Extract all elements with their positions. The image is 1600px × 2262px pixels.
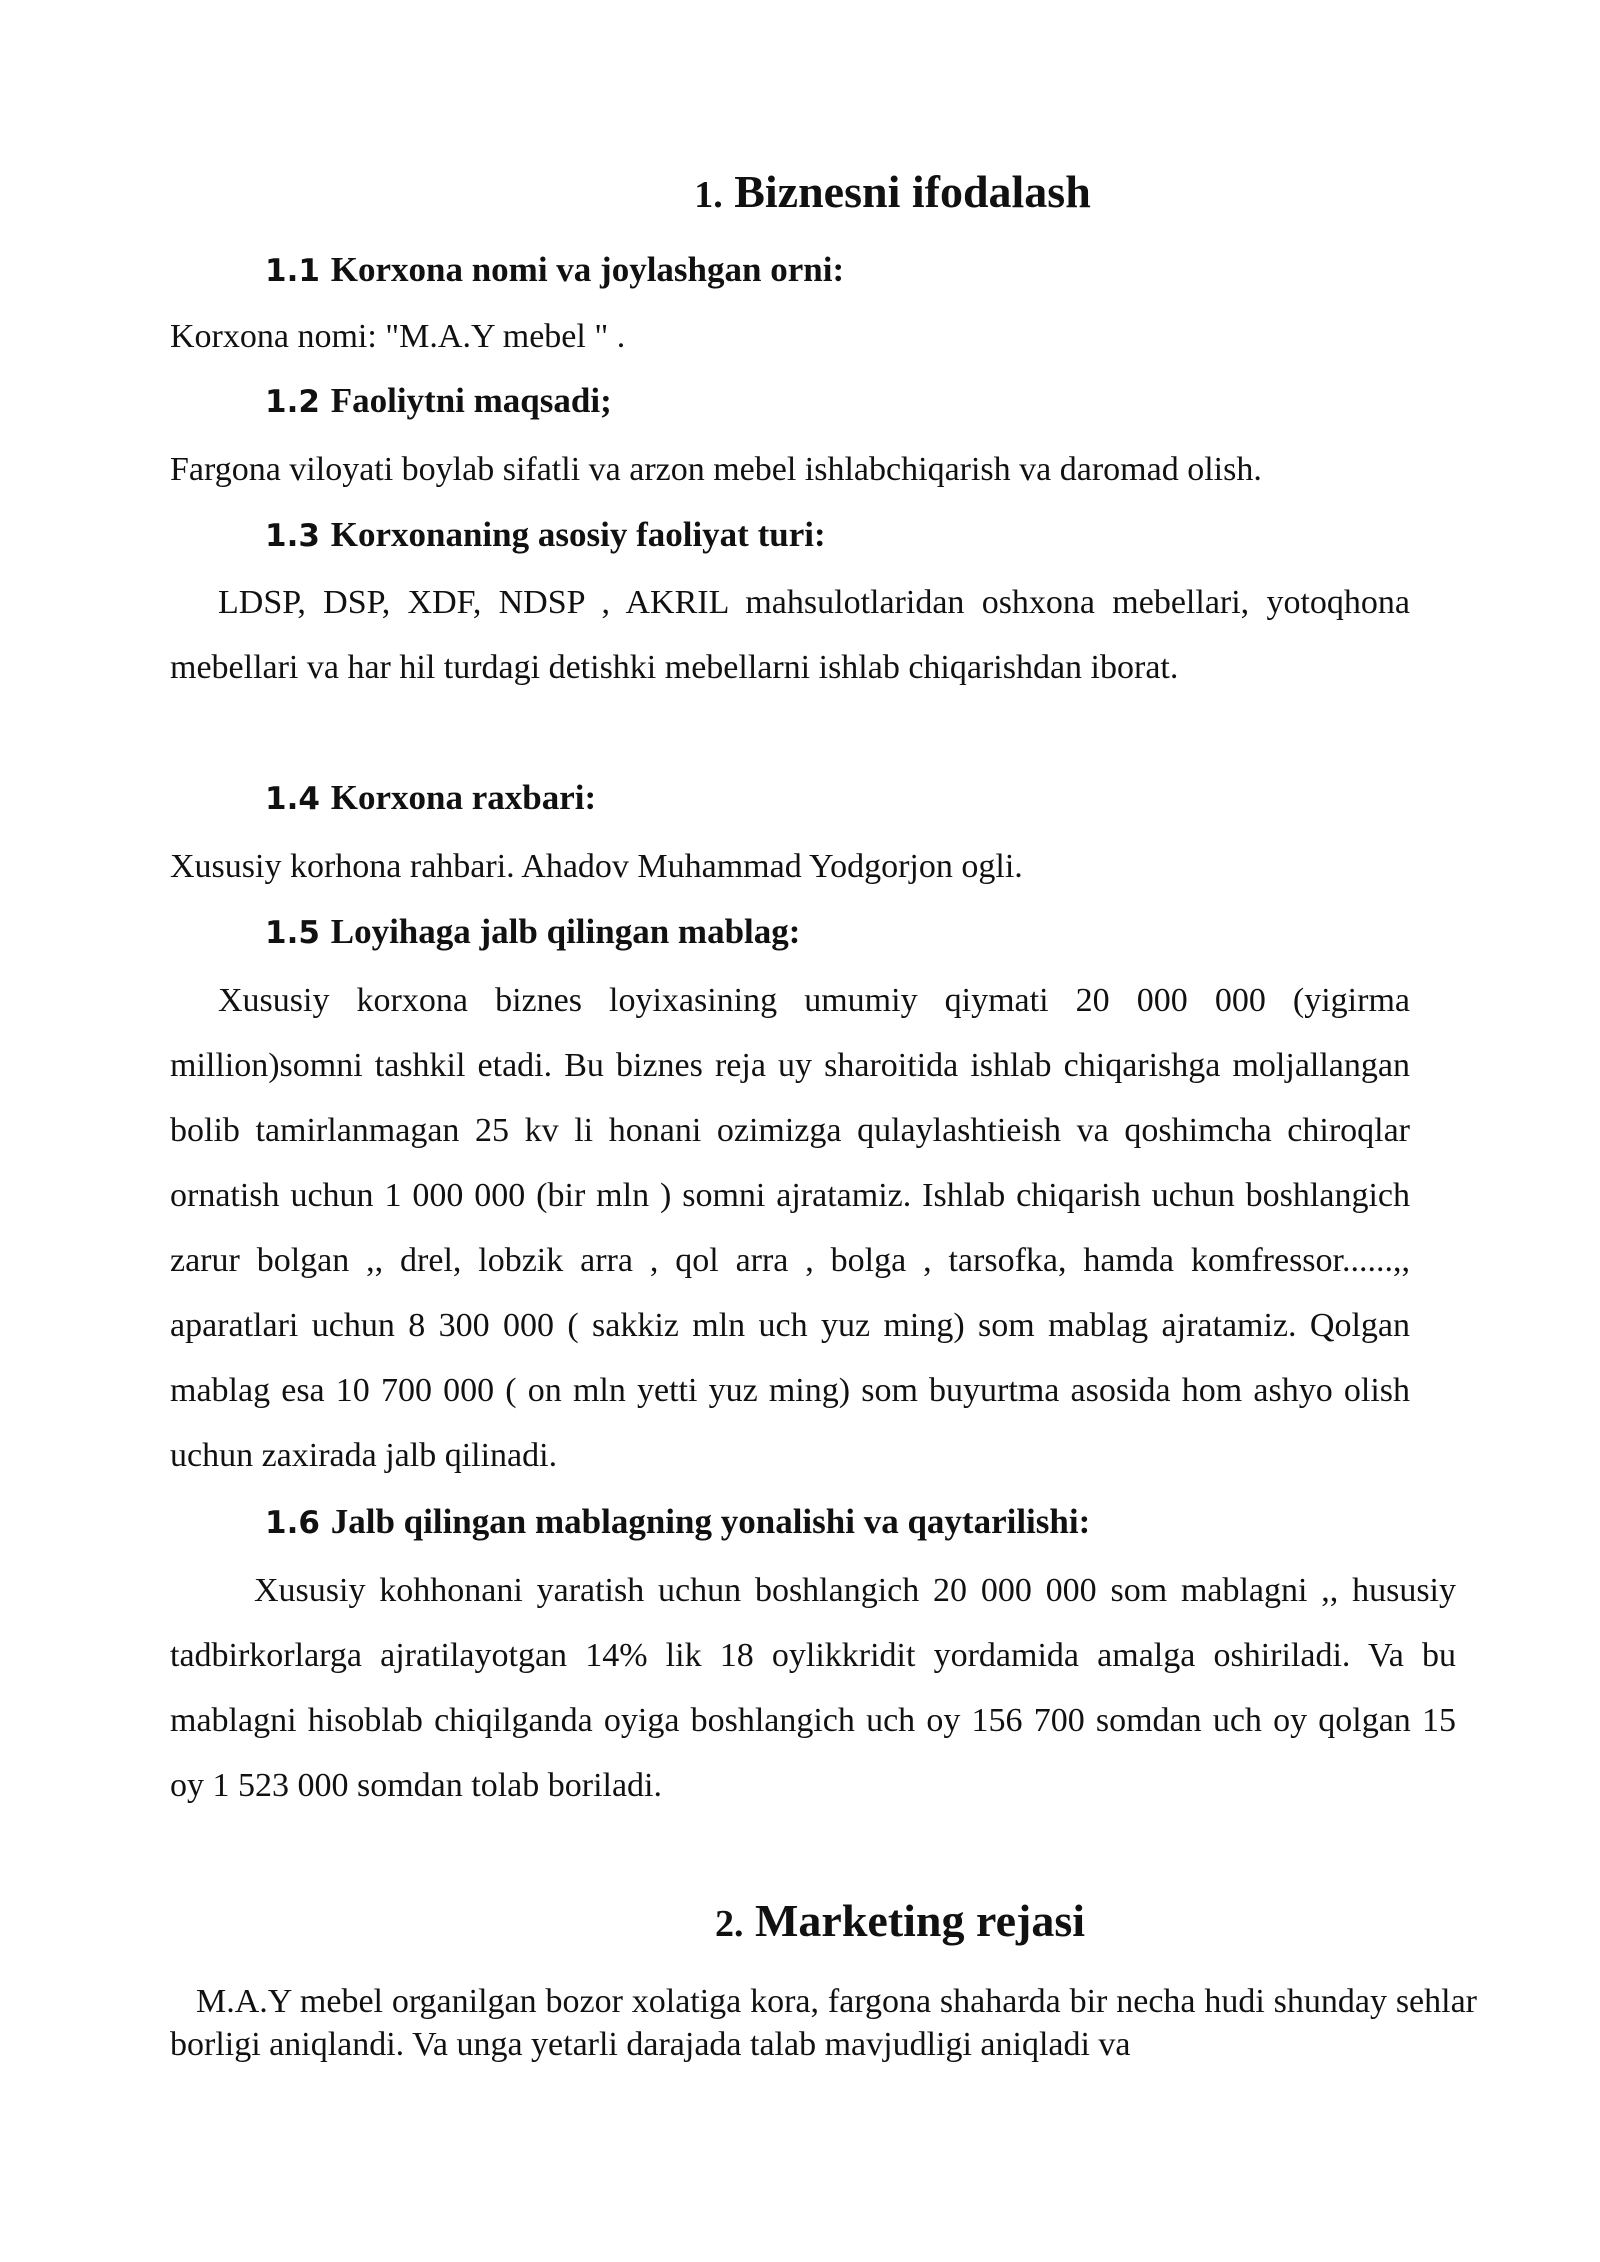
heading-1-3-number: 1.3 bbox=[265, 518, 320, 554]
paragraph-1-1: Korxona nomi: "M.A.Y mebel " . bbox=[170, 318, 626, 355]
paragraph-1-3: LDSP, DSP, XDF, NDSP , AKRIL mahsulotlaridan oshxona mebellari, yotoqhona mebellari va har hil turdagi detishki mebellarni ishlab chiqarishdan iborat. bbox=[170, 584, 1410, 686]
heading-1-3 bbox=[265, 515, 826, 556]
heading-1-2 bbox=[265, 381, 612, 422]
heading-1-1 bbox=[265, 250, 844, 291]
heading-1-5-number: 1.5 bbox=[265, 915, 320, 951]
section-2-number: 2. bbox=[714, 1903, 744, 1945]
heading-1-2-number: 1.2 bbox=[265, 384, 320, 420]
section-2-title-text: Marketing rejasi bbox=[754, 1895, 1086, 1946]
section-1-title-text: Biznesni ifodalash bbox=[734, 166, 1091, 217]
section-2-title bbox=[0, 1893, 1600, 1952]
heading-1-2-text: Faoliytni maqsadi; bbox=[330, 381, 612, 420]
heading-1-5 bbox=[265, 912, 800, 953]
heading-1-4-number: 1.4 bbox=[265, 781, 320, 817]
heading-1-5-text: Loyihaga jalb qilingan mablag: bbox=[330, 912, 801, 951]
heading-1-6-number: 1.6 bbox=[265, 1505, 320, 1541]
heading-1-3-text: Korxonaning asosiy faoliyat turi: bbox=[330, 515, 826, 554]
heading-1-6 bbox=[265, 1502, 1090, 1543]
paragraph-1-6: Xususiy kohhonani yaratish uchun boshlangich 20 000 000 som mablagni ,, hususiy tadbirkorlarga ajratilayotgan 14% lik 18 oylikkridit yordamida amalga oshiriladi. Va bu mablagni hisoblab chiqilganda oyiga boshlangich uch oy 156 700 somdan uch oy qolgan 15 oy 1 523 000 somdan tolab boriladi. bbox=[170, 1572, 1456, 1804]
paragraph-1-2: Fargona viloyati boylab sifatli va arzon mebel ishlabchiqarish va daromad olish. bbox=[170, 451, 1262, 488]
heading-1-4 bbox=[265, 778, 596, 819]
heading-1-6-text: Jalb qilingan mablagning yonalishi va qaytarilishi: bbox=[330, 1502, 1091, 1541]
heading-1-4-text: Korxona raxbari: bbox=[330, 778, 597, 817]
paragraph-1-5: Xususiy korxona biznes loyixasining umumiy qiymati 20 000 000 (yigirma million)somni tashkil etadi. Bu biznes reja uy sharoitida ishlab chiqarishga moljallangan bolib tamirlanmagan 25 kv li honani ozimizga qulaylashtieish va qoshimcha chiroqlar ornatish uchun 1 000 000 (bir mln ) somni ajratamiz. Ishlab chiqarish uchun boshlangich zarur bolgan ,, drel, lobzik arra , qol arra , bolga , tarsofka, hamda komfressor......,, aparatlari uchun 8 300 000 ( sakkiz mln uch yuz ming) som mablag ajratamiz. Qolgan mablag esa 10 700 000 ( on mln yetti yuz ming) som buyurtma asosida hom ashyo olish uchun zaxirada jalb qilinadi. bbox=[170, 982, 1410, 1474]
paragraph-1-4: Xususiy korhona rahbari. Ahadov Muhammad Yodgorjon ogli. bbox=[170, 848, 1023, 885]
heading-1-1-text: Korxona nomi va joylashgan orni: bbox=[330, 250, 845, 289]
section-1-title bbox=[0, 164, 1600, 223]
paragraph-2: M.A.Y mebel organilgan bozor xolatiga kora, fargona shaharda bir necha hudi shunday sehlar borligi aniqlandi. Va unga yetarli darajada talab mavjudligi aniqladi va bbox=[170, 1983, 1477, 2063]
section-1-number: 1. bbox=[694, 174, 723, 216]
heading-1-1-number: 1.1 bbox=[265, 253, 320, 289]
